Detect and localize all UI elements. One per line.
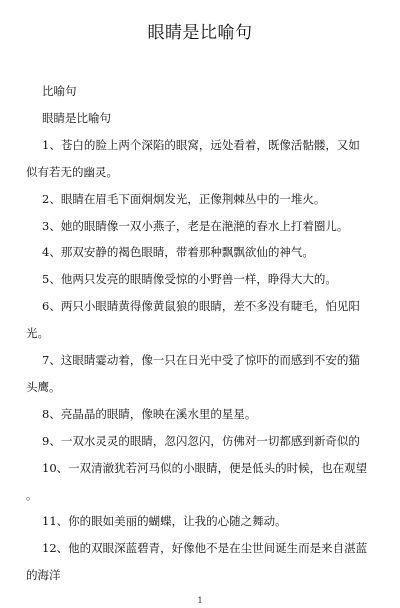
item-3-line-1: 3、她的眼睛像一双小燕子，老是在滟滟的春水上打着圈儿。 — [42, 219, 349, 233]
document-title: 眼睛是比喻句 — [147, 23, 253, 43]
section-heading: 比喻句 — [42, 84, 77, 98]
item-11-line-1: 11、你的眼如美丽的蝴蝶，让我的心随之舞动。 — [42, 514, 287, 528]
item-6-line-2: 光。 — [26, 326, 49, 340]
item-7-line-1: 7、这眼睛霎动着，像一只在日光中受了惊吓的而感到不安的猫 — [42, 353, 360, 367]
item-1-line-1: 1、苍白的脸上两个深陷的眼窝，远处看着，既像活骷髅，又如 — [42, 138, 360, 152]
item-1-line-2: 似有若无的幽灵。 — [26, 165, 118, 179]
item-7-line-2: 头鹰。 — [26, 380, 61, 394]
item-4-line-1: 4、那双安静的褐色眼睛，带着那种飘飘欲仙的神气。 — [42, 245, 314, 259]
page-number: 1 — [197, 596, 203, 605]
item-5-line-1: 5、他两只发亮的眼睛像受惊的小野兽一样，睁得大大的。 — [42, 272, 337, 286]
item-12-line-1: 12、他的双眼深蓝碧青，好像他不是在尘世间诞生而是来自湛蓝 — [42, 541, 368, 555]
item-9-line-1: 9、一双水灵灵的眼睛，忽闪忽闪，仿佛对一切都感到新奇似的 — [42, 434, 360, 448]
item-12-line-2: 的海洋 — [26, 568, 61, 582]
item-10-line-1: 10、一双清澈犹若河马似的小眼睛，便是低头的时候，也在观望 — [42, 461, 368, 475]
subheading: 眼睛是比喻句 — [42, 111, 111, 125]
item-8-line-1: 8、亮晶晶的眼睛，像映在溪水里的星星。 — [42, 407, 257, 421]
item-2-line-1: 2、眼睛在眉毛下面炯炯发光，正像荆棘丛中的一堆火。 — [42, 192, 326, 206]
item-10-line-2: 。 — [26, 488, 38, 502]
item-6-line-1: 6、两只小眼睛黄得像黄鼠狼的眼睛，差不多没有睫毛，怕见阳 — [42, 299, 360, 313]
